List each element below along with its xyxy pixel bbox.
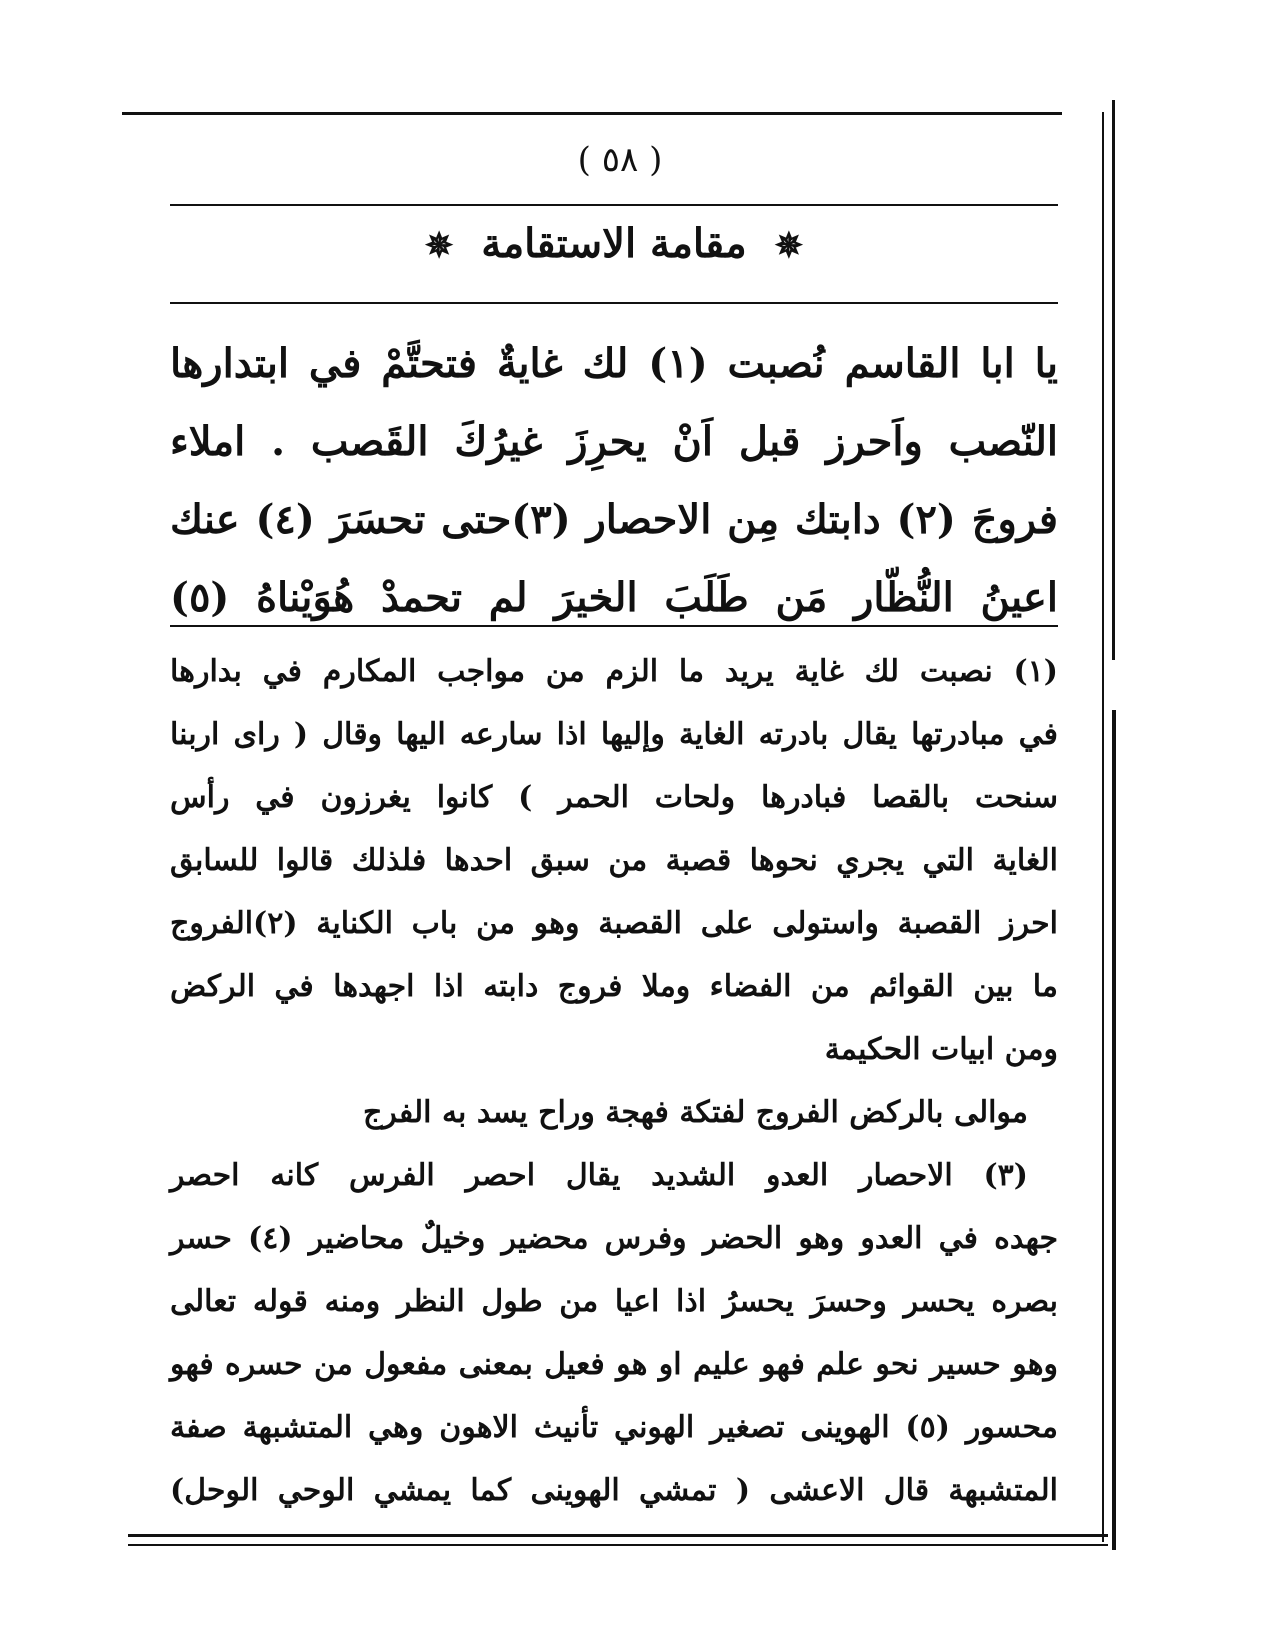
- note-line: وهو حسير نحو علم فهو عليم او هو فعيل بمعنى مفعول من حسره فهو: [170, 1347, 1058, 1382]
- frame-right-rule-lower: [1112, 710, 1116, 1550]
- note-line: في مبادرتها يقال بادرته الغاية وإليها اذا سارعه اليها وقال ( راى اربنا: [170, 717, 1058, 752]
- note-line: ومن ابيات الحكيمة: [824, 1032, 1058, 1067]
- main-text: [170, 325, 1058, 637]
- title-text: مقامة الاستقامة: [481, 220, 747, 267]
- verse-line: موالى بالركض الفروج لفتكة فهجة وراح يسد به الفرج: [362, 1095, 1028, 1130]
- note-line: جهده في العدو وهو الحضر وفرس محضير وخيلٌ محاضير (٤) حسر: [170, 1221, 1059, 1256]
- frame-bottom-rule-double: [128, 1544, 1108, 1546]
- note-line: احرز القصبة واستولى على القصبة وهو من باب الكناية (٢)الفروج: [170, 906, 1058, 941]
- note-line: سنحت بالقصا فبادرها ولحات الحمر ) كانوا يغرزون في رأس: [170, 780, 1058, 815]
- frame-right-rule-upper: [1112, 100, 1115, 660]
- footnotes: [170, 640, 1058, 1522]
- main-line: اعينُ النُّظّار مَن طَلَبَ الخيرَ لم تحمدْ هُوَيْناهُ (٥): [170, 574, 1058, 621]
- frame-bottom-rule: [128, 1534, 1108, 1537]
- page-number: ( ٥٨ ): [577, 140, 663, 180]
- notes-rule: [170, 625, 1058, 627]
- frame-top-rule: [122, 112, 1062, 115]
- title-rule: [170, 302, 1058, 304]
- note-line: ما بين القوائم من الفضاء وملا فروج دابته اذا اجهدها في الركض: [170, 969, 1058, 1004]
- frame-right-inner-rule: [1102, 112, 1104, 1542]
- main-line: فروجَ (٢) دابتك مِن الاحصار (٣)حتى تحسَرَ (٤) عنك: [170, 496, 1058, 543]
- note-line: (٣) الاحصار العدو الشديد يقال احصر الفرس كانه احصر: [170, 1158, 1028, 1193]
- note-line: (١) نصبت لك غاية يريد ما الزم من مواجب المكارم في بدارها: [170, 654, 1058, 689]
- note-line: بصره يحسر وحسرَ يحسرُ اذا اعيا من طول النظر ومنه قوله تعالى: [170, 1284, 1058, 1319]
- note-line: المتشبهة قال الاعشى ( تمشي الهوينى كما يمشي الوحي الوحل): [170, 1473, 1058, 1508]
- main-line: النّصب واَحرز قبل اَنْ يحرِزَ غيرُكَ القَصب . املاء: [170, 418, 1058, 465]
- ornament-left-icon: ✵: [424, 226, 454, 266]
- header-rule: [170, 204, 1058, 206]
- main-line: يا ابا القاسم نُصبت (١) لك غايةٌ فتحتَّمْ في ابتدارها: [170, 340, 1058, 387]
- note-line: محسور (٥) الهوينى تصغير الهوني تأنيث الاهون وهي المتشبهة صفة: [170, 1410, 1058, 1445]
- section-title: [170, 220, 1058, 267]
- ornament-right-icon: ✵: [774, 226, 804, 266]
- note-line: الغاية التي يجري نحوها قصبة من سبق احدها فلذلك قالوا للسابق: [170, 843, 1058, 878]
